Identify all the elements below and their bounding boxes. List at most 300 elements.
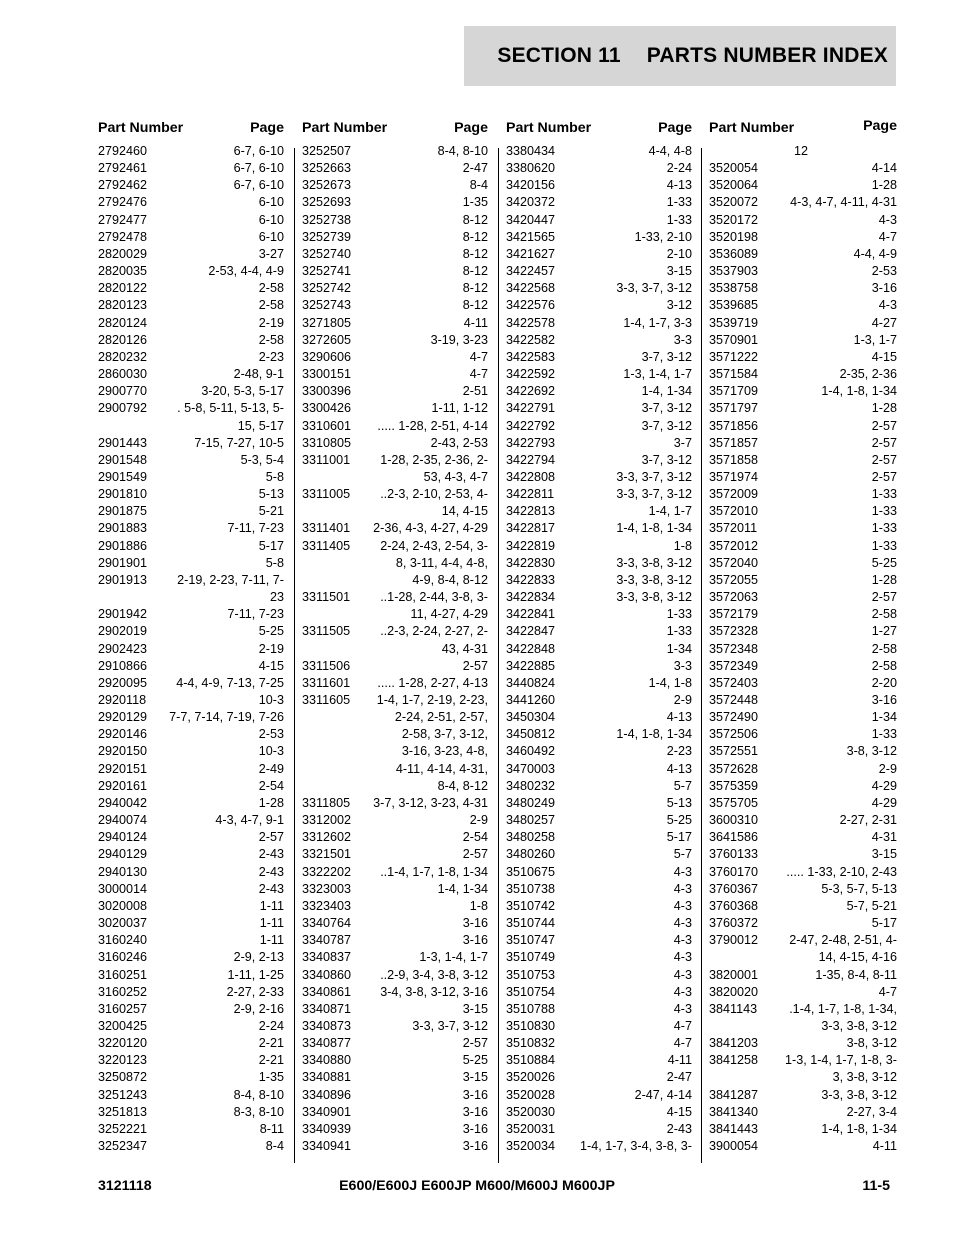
index-entry (506, 538, 692, 555)
page-reference (570, 160, 692, 177)
page-reference (366, 898, 488, 915)
part-number: 3312002 (302, 813, 352, 828)
page-reference-text: 5-25 (462, 1053, 488, 1068)
index-entry (709, 418, 897, 435)
part-number: 3422792 (506, 418, 556, 433)
page-reference-text: 5-25 (666, 813, 692, 828)
index-entry (302, 589, 488, 623)
part-number: 3252693 (302, 195, 352, 210)
part-number: 3510788 (506, 1001, 556, 1016)
page-reference (773, 641, 897, 658)
page-reference (570, 1069, 692, 1086)
index-entry (302, 692, 488, 795)
page-reference-text: 2-9, 2-16 (233, 1001, 284, 1016)
page-reference-text: 2-57 (871, 590, 897, 605)
index-entry (709, 967, 897, 984)
index-entry (302, 297, 488, 314)
page-reference-text: 4-3 (673, 984, 692, 999)
index-entry (709, 332, 897, 349)
page-reference (570, 1087, 692, 1104)
index-entry (302, 949, 488, 966)
page-reference (570, 589, 692, 606)
page-reference-text: 3-7, 3-12 (641, 401, 692, 416)
page-reference-text: 8-12 (462, 212, 488, 227)
part-number: 2820035 (98, 264, 148, 279)
page-reference (570, 229, 692, 246)
index-entry (98, 1121, 284, 1138)
index-entry (302, 212, 488, 229)
index-entry (506, 606, 692, 623)
part-number: 3251243 (98, 1087, 148, 1102)
index-column-4 (709, 120, 897, 1155)
part-number: 3480258 (506, 830, 556, 845)
page-reference-text: 1-4, 1-7 (648, 504, 692, 519)
part-number: 3200425 (98, 1018, 148, 1033)
index-entry (506, 743, 692, 760)
index-entry (709, 726, 897, 743)
part-number: 3422592 (506, 367, 556, 382)
page-reference-text: 4-3 (673, 881, 692, 896)
part-number: 3421565 (506, 229, 556, 244)
page-reference-text: 2-10 (666, 246, 692, 261)
index-entry (98, 1001, 284, 1018)
page-reference (570, 332, 692, 349)
page-reference-text: 2-23 (666, 744, 692, 759)
page-reference-text: 3-15 (462, 1001, 488, 1016)
index-entry (506, 967, 692, 984)
part-number: 3760367 (709, 881, 759, 896)
page-reference-text: 4-3 (673, 950, 692, 965)
index-entry (709, 898, 897, 915)
page-reference-text: 4-11 (872, 1139, 897, 1154)
index-entry (709, 675, 897, 692)
page-reference-text: 1-3, 1-4, 1-7 (419, 950, 488, 965)
part-number: 3422791 (506, 401, 556, 416)
index-entry (302, 383, 488, 400)
page-reference (366, 212, 488, 229)
page-reference-text: 4-3 (673, 864, 692, 879)
index-entry (709, 572, 897, 589)
index-entry (709, 160, 897, 177)
page-reference-text: 1-33 (871, 538, 897, 553)
index-entry (98, 435, 284, 452)
index-entry (709, 520, 897, 537)
page-reference-text: 2-54 (258, 778, 284, 793)
part-number: 2910866 (98, 658, 148, 673)
page-reference-text: 2-57 (871, 452, 897, 467)
index-entry (709, 555, 897, 572)
index-entry (98, 692, 284, 709)
part-number: 3252673 (302, 178, 352, 193)
page-reference (773, 520, 897, 537)
index-entry (98, 143, 284, 160)
index-entry (709, 658, 897, 675)
page-reference (366, 1052, 488, 1069)
part-number: 3340896 (302, 1087, 352, 1102)
page-reference-text: 4-31 (871, 830, 897, 845)
index-entry (709, 589, 897, 606)
page-reference-text: 2-9, 2-13 (233, 950, 284, 965)
index-entry (302, 246, 488, 263)
page-reference-text: 1-35, 8-4, 8-11 (815, 967, 897, 982)
part-number: 3252742 (302, 281, 352, 296)
page-reference-text: 1-28, 2-35, 2-36, 2- 53, 4-3, 4-7 (380, 452, 488, 484)
part-number: 3510675 (506, 864, 556, 879)
page-reference-text: 2-58 (258, 281, 284, 296)
page-reference (570, 692, 692, 709)
page-reference (570, 1138, 692, 1155)
part-number: 3422817 (506, 521, 556, 536)
page-reference-text: 8-12 (462, 281, 488, 296)
index-entry (506, 1035, 692, 1052)
page-reference-text: 6-7, 6-10 (233, 144, 284, 158)
part-number: 3252740 (302, 246, 352, 261)
part-number: 3321501 (302, 847, 352, 862)
page-reference (570, 675, 692, 692)
index-entry (98, 606, 284, 623)
part-number: 3422834 (506, 590, 556, 605)
page-reference-text: 2-58 (871, 641, 897, 656)
page-reference-text: 3-16 (462, 933, 488, 948)
page-reference-text: 1-4, 1-34 (641, 384, 692, 399)
page-reference-text: 1-33 (666, 195, 692, 210)
page-reference (366, 881, 488, 898)
index-entry (709, 1052, 897, 1086)
page-reference-text: 7-11, 7-23 (227, 521, 284, 536)
index-entry (506, 143, 692, 160)
page-reference (162, 1035, 284, 1052)
index-entry (506, 864, 692, 881)
page-reference (366, 143, 488, 160)
part-number: 3510747 (506, 933, 556, 948)
part-number: 2940042 (98, 795, 148, 810)
page-reference (162, 469, 284, 486)
page-reference (162, 555, 284, 572)
page-reference (570, 1018, 692, 1035)
index-entry (506, 246, 692, 263)
page-reference (162, 452, 284, 469)
page-reference (773, 864, 897, 881)
page-reference (366, 1087, 488, 1104)
index-entry (506, 383, 692, 400)
part-number: 3251813 (98, 1104, 148, 1119)
part-number: 3422793 (506, 435, 556, 450)
part-number: 3252221 (98, 1121, 148, 1136)
page-reference (570, 864, 692, 881)
index-entry (302, 829, 488, 846)
part-number: 3572490 (709, 710, 759, 725)
index-entry (98, 315, 284, 332)
part-number: 3380620 (506, 161, 556, 176)
page-reference (162, 1001, 284, 1018)
page-reference-text: 1-33, 2-10 (634, 229, 692, 244)
part-number: 3252738 (302, 212, 352, 227)
page-reference-text: 4-3, 4-7, 9-1 (215, 813, 284, 828)
part-number: 3420156 (506, 178, 556, 193)
index-entry (506, 761, 692, 778)
part-number: 3340871 (302, 1001, 352, 1016)
page-reference (366, 349, 488, 366)
page-reference (773, 452, 897, 469)
page-reference-text: 2-47 (666, 1070, 692, 1085)
page-reference-text: ..1-28, 2-44, 3-8, 3- 11, 4-27, 4-29 (380, 590, 488, 622)
index-entry (709, 1087, 897, 1104)
part-number: 3272605 (302, 332, 352, 347)
part-number: 2940074 (98, 813, 148, 828)
index-entry (506, 949, 692, 966)
index-entry (302, 1087, 488, 1104)
page-reference (162, 1104, 284, 1121)
part-number: 2792476 (98, 195, 148, 210)
part-number: 3422794 (506, 452, 556, 467)
part-number: 3510754 (506, 984, 556, 999)
part-number: 3820001 (709, 967, 759, 982)
part-number: 3460492 (506, 744, 556, 759)
part-number: 2901901 (98, 555, 148, 570)
page-reference (570, 503, 692, 520)
page-reference (162, 1087, 284, 1104)
page-reference (570, 143, 692, 160)
page-reference (162, 503, 284, 520)
part-number: 3323003 (302, 881, 352, 896)
part-number: 3311601 (302, 675, 351, 690)
page-reference-text: 2-21 (258, 1053, 284, 1068)
page-reference-text: 2-47 (462, 161, 488, 176)
page-reference-text: 8-4, 8-10 (437, 144, 488, 158)
page-reference (366, 915, 488, 932)
page-reference (773, 383, 897, 400)
index-entry (98, 932, 284, 949)
page-reference-text: 2-53 (871, 264, 897, 279)
page-reference-text: 1-11, 1-12 (431, 401, 488, 416)
part-number: 3422568 (506, 281, 556, 296)
page-reference-text: 8-12 (462, 246, 488, 261)
page-reference (162, 675, 284, 692)
column-header (709, 120, 897, 143)
page-reference (366, 280, 488, 297)
page-reference (570, 932, 692, 949)
part-number: 3572012 (709, 538, 759, 553)
page-reference (570, 194, 692, 211)
part-number: 3252507 (302, 144, 352, 158)
page-reference (570, 177, 692, 194)
part-number: 3311405 (302, 538, 351, 553)
page-reference-text: 1-3, 1-4, 1-7 (623, 367, 692, 382)
page-reference (773, 263, 897, 280)
page-reference (773, 177, 897, 194)
page-reference (366, 383, 488, 400)
index-entry (302, 812, 488, 829)
page-reference (162, 623, 284, 640)
index-entry (302, 1018, 488, 1035)
page-reference (773, 846, 897, 863)
page-reference (773, 795, 897, 812)
part-number: 3340787 (302, 933, 352, 948)
part-number: 3340860 (302, 967, 352, 982)
page-reference-text: 1-33 (871, 487, 897, 502)
page-reference (366, 177, 488, 194)
page-reference-text: 2-24 (666, 161, 692, 176)
part-number: 3520030 (506, 1104, 556, 1119)
page-reference (366, 949, 488, 966)
index-entry (506, 520, 692, 537)
page-reference (570, 658, 692, 675)
page-heading: Page (658, 120, 692, 136)
part-number: 3340941 (302, 1139, 352, 1154)
index-entry (709, 452, 897, 469)
part-number: 3520034 (506, 1139, 556, 1154)
index-entry (98, 246, 284, 263)
page-reference-text: 2-27, 2-31 (839, 813, 897, 828)
page-reference-text: 3-3, 3-7, 3-12 (616, 469, 692, 484)
page-reference-text: 1-33 (666, 607, 692, 622)
index-entry (709, 743, 897, 760)
page-reference-text: 1-28 (871, 572, 897, 587)
page-reference-text: 2-57 (871, 418, 897, 433)
page-reference (773, 1104, 897, 1121)
page-reference (570, 315, 692, 332)
part-number: 3340837 (302, 950, 352, 965)
index-entry (98, 280, 284, 297)
page-reference (162, 349, 284, 366)
page-reference-text: 3-8, 3-12 (846, 744, 897, 759)
part-number: 2820122 (98, 281, 148, 296)
page-reference (570, 709, 692, 726)
page-reference-text: 8-11 (259, 1121, 284, 1136)
index-entry (709, 623, 897, 640)
page-reference (570, 967, 692, 984)
part-number: 2901548 (98, 452, 148, 467)
page-reference (570, 572, 692, 589)
part-number: 2820124 (98, 315, 148, 330)
part-number: 3641586 (709, 830, 759, 845)
page-reference-text: 4-7 (878, 229, 897, 244)
index-entry (506, 297, 692, 314)
index-entry (506, 692, 692, 709)
part-number: 3340939 (302, 1121, 352, 1136)
index-entry (98, 400, 284, 434)
page-reference (366, 486, 488, 520)
part-number: 2920118 (98, 693, 147, 707)
page-reference (570, 778, 692, 795)
page-reference-text: 2-43 (258, 864, 284, 879)
part-number: 3340873 (302, 1018, 352, 1033)
page-reference (570, 623, 692, 640)
page-reference (570, 1104, 692, 1121)
part-number: 2901913 (98, 572, 148, 587)
part-number: 3520031 (506, 1121, 556, 1136)
page-reference-text: 2-9 (469, 813, 488, 828)
page-reference-text: 4-7 (673, 1018, 692, 1033)
page-reference (773, 589, 897, 606)
page-reference-text: 1-33 (871, 504, 897, 519)
page-reference (366, 967, 488, 984)
index-entry (506, 1087, 692, 1104)
page-reference (773, 915, 897, 932)
index-entry (98, 366, 284, 383)
index-entry (506, 332, 692, 349)
page-reference (773, 932, 897, 966)
index-entry (506, 572, 692, 589)
page-reference-text: 2-58 (258, 332, 284, 347)
page-reference (162, 692, 284, 709)
page-reference (366, 623, 488, 657)
continued-page-ref: 12 (794, 144, 809, 158)
page-reference-text: 2-19 (258, 315, 284, 330)
page-reference (570, 984, 692, 1001)
part-number: 3311505 (302, 624, 351, 639)
index-entry (98, 984, 284, 1001)
page-reference (162, 143, 284, 160)
index-entry (302, 898, 488, 915)
page-reference (570, 366, 692, 383)
page-reference (162, 1138, 284, 1155)
page-reference (162, 315, 284, 332)
part-number: 3520072 (709, 195, 759, 210)
page-reference (570, 297, 692, 314)
page-reference-text: 5-17 (666, 830, 692, 845)
page-reference-text: 4-3, 4-7, 4-11, 4-31 (790, 195, 897, 210)
part-number: 3422811 (506, 487, 555, 502)
part-number: 3841258 (709, 1053, 759, 1068)
index-entry (506, 709, 692, 726)
index-entry (709, 1121, 897, 1138)
page-reference (570, 743, 692, 760)
page-reference-text: 3-3, 3-8, 3-12 (616, 555, 692, 570)
page-reference (162, 606, 284, 623)
page-reference (162, 1069, 284, 1086)
page-reference (366, 263, 488, 280)
page-reference (570, 915, 692, 932)
page-reference (570, 555, 692, 572)
index-entry (709, 761, 897, 778)
part-number: 3572179 (709, 607, 759, 622)
index-entry (506, 400, 692, 417)
index-entry (709, 263, 897, 280)
index-column-1 (98, 120, 284, 1155)
page-reference-text: 3-16 (462, 1104, 488, 1119)
page-reference (570, 1052, 692, 1069)
page-reference (570, 349, 692, 366)
page-reference (773, 418, 897, 435)
footer-models: E600/E600J E600JP M600/M600J M600JP (339, 1178, 615, 1194)
part-number: 3510738 (506, 881, 556, 896)
page-reference-text: 8-4, 8-10 (233, 1087, 284, 1102)
part-number: 3422808 (506, 469, 556, 484)
index-entry (302, 177, 488, 194)
page-reference-text: 1-3, 1-7 (853, 332, 897, 347)
part-number: 3510832 (506, 1036, 556, 1051)
page-reference (366, 795, 488, 812)
part-number: 3340877 (302, 1036, 352, 1051)
page-reference-text: 6-10 (258, 229, 284, 244)
entry-list (709, 160, 897, 1155)
page-reference (162, 898, 284, 915)
part-number: 2860030 (98, 367, 148, 382)
page-reference-text: 3-12 (666, 298, 692, 313)
page-reference (162, 984, 284, 1001)
index-entry (506, 898, 692, 915)
page-reference-text: 1-11 (259, 916, 284, 931)
index-entry (302, 452, 488, 486)
part-number: 2901942 (98, 607, 148, 622)
index-entry (302, 864, 488, 881)
index-entry (709, 606, 897, 623)
page-reference-text: 1-8 (673, 538, 692, 553)
page-reference-text: 2-54 (462, 830, 488, 845)
index-entry (302, 229, 488, 246)
page-reference (773, 967, 897, 984)
